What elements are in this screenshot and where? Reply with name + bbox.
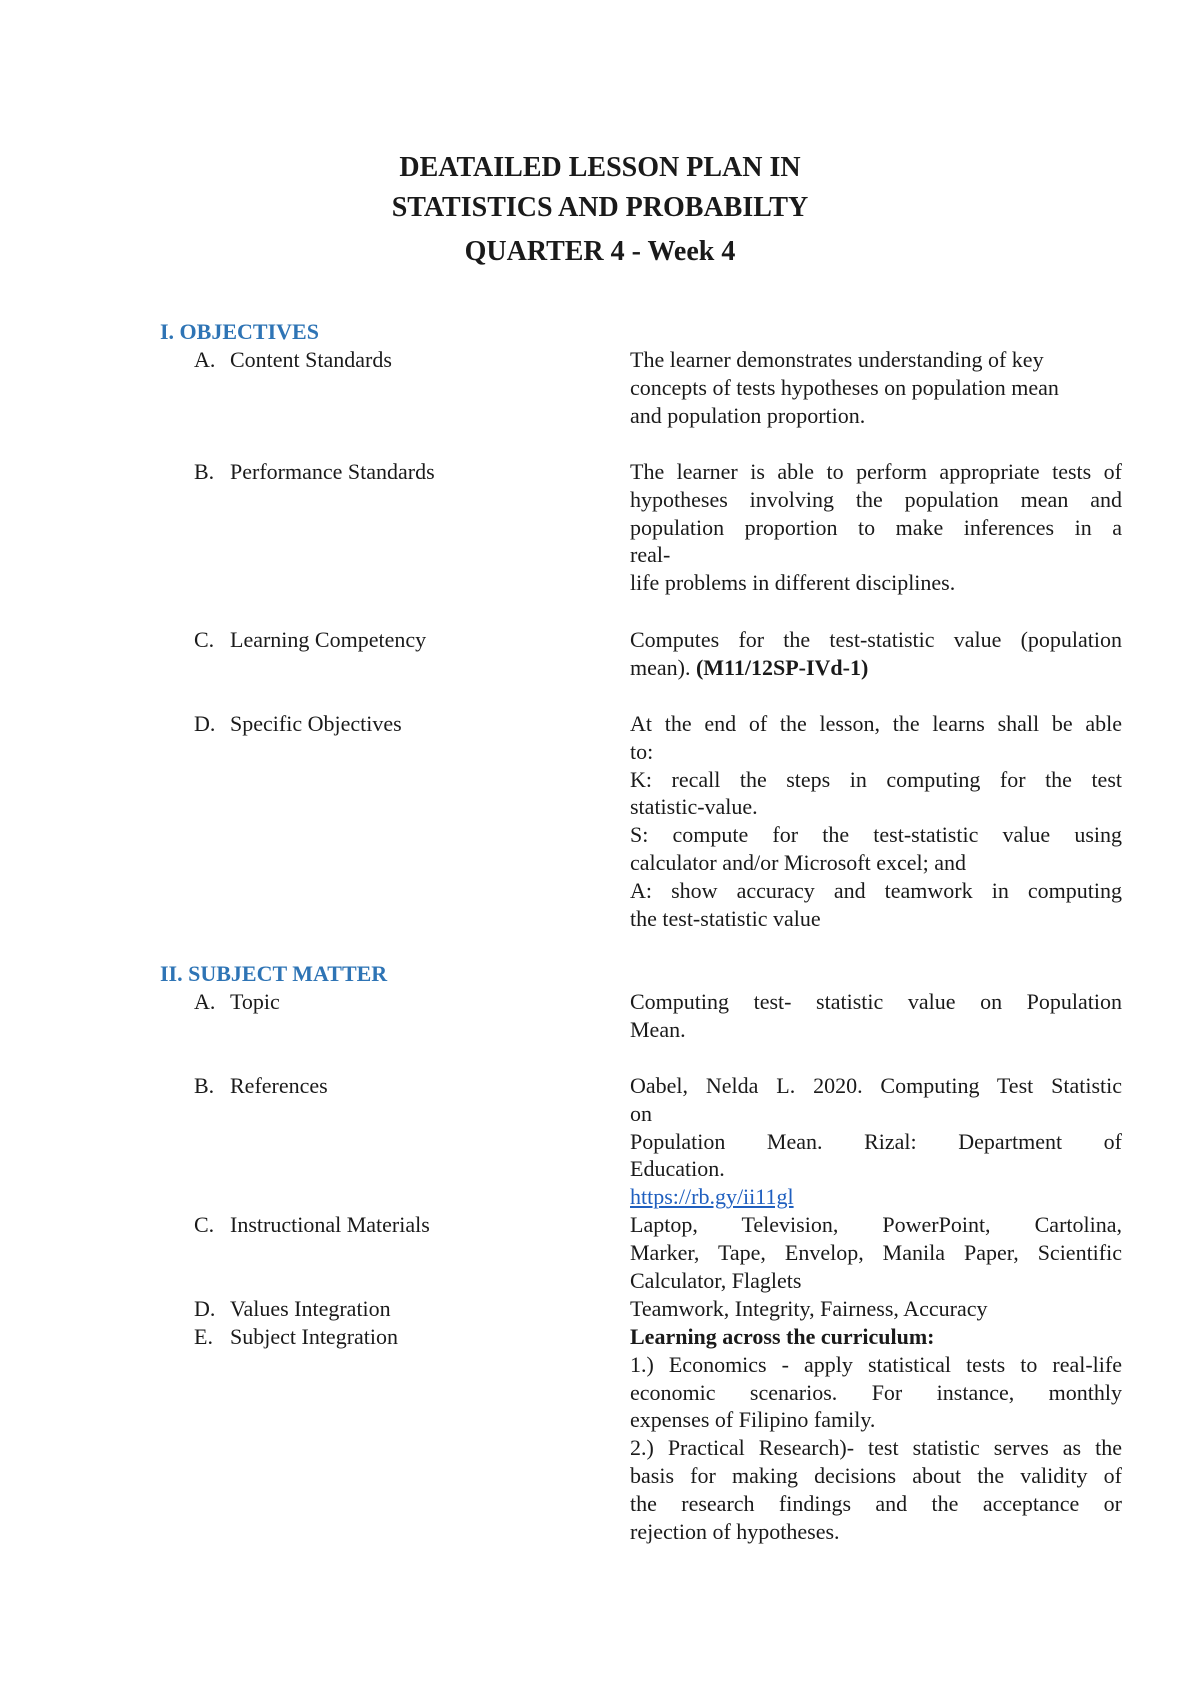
- item-letter: C.: [194, 627, 215, 652]
- text-line: Computing test- statistic value on Population: [630, 989, 1122, 1014]
- item-label: Topic: [230, 989, 280, 1014]
- item-letter: C.: [194, 1212, 215, 1237]
- subject-item-subject-integration: [194, 1323, 614, 1351]
- objectives-item-performance-standards: [194, 458, 614, 486]
- item-label: Content Standards: [230, 347, 392, 372]
- section-heading-subject-matter: II. SUBJECT MATTER: [160, 961, 388, 986]
- integration-heading: Learning across the curriculum:: [630, 1324, 935, 1349]
- objectives-item-learning-competency: [194, 626, 614, 654]
- text-line: Marker, Tape, Envelop, Manila Paper, Scientific: [630, 1239, 1122, 1265]
- text-line: The learner is able to perform appropriate tests of: [630, 459, 1122, 484]
- text-line: on: [630, 1100, 652, 1126]
- competency-text: mean).: [630, 654, 696, 680]
- specific-objectives-text: [630, 710, 1122, 932]
- text-line: economic scenarios. For instance, monthly: [630, 1379, 1122, 1405]
- text-line: statistic-value.: [630, 794, 758, 820]
- item-label: Performance Standards: [230, 459, 435, 484]
- item-letter: B.: [194, 459, 215, 484]
- text-line: 1.) Economics - apply statistical tests to real-life: [630, 1351, 1122, 1377]
- item-letter: D.: [194, 711, 216, 736]
- text-line: real-: [630, 542, 671, 568]
- item-letter: A.: [194, 989, 216, 1014]
- section-heading-objectives: I. OBJECTIVES: [160, 319, 319, 344]
- performance-standards-text: [630, 458, 1122, 597]
- text-line: life problems in different disciplines.: [630, 570, 956, 596]
- instructional-materials-text: [630, 1211, 1122, 1294]
- text-line: The learner demonstrates understanding of key: [630, 347, 1044, 372]
- text-line: calculator and/or Microsoft excel; and: [630, 849, 966, 875]
- text-line: to:: [630, 738, 654, 764]
- text-line: hypotheses involving the population mean and: [630, 486, 1122, 512]
- learning-competency-text: [630, 626, 1122, 682]
- text-line: Mean.: [630, 1016, 686, 1042]
- reference-link[interactable]: https://rb.gy/ii11gl: [630, 1184, 794, 1210]
- objectives-item-specific-objectives: [194, 710, 614, 738]
- objectives-item-content-standards: [194, 346, 614, 374]
- values-integration-text: [630, 1295, 1122, 1323]
- subject-item-topic: [194, 988, 614, 1016]
- references-text: [630, 1072, 1122, 1211]
- text-line: K: recall the steps in computing for the test: [630, 766, 1122, 792]
- item-label: Learning Competency: [230, 627, 427, 652]
- text-line: 2.) Practical Research)- test statistic serves as the: [630, 1435, 1122, 1461]
- text-line: [630, 654, 1122, 682]
- subject-item-instructional-materials: [194, 1211, 614, 1239]
- text-line: S: compute for the test-statistic value using: [630, 822, 1122, 848]
- document-title-line-1: DEATAILED LESSON PLAN IN: [399, 152, 801, 183]
- item-letter: D.: [194, 1296, 216, 1321]
- text-line: [630, 1183, 1122, 1211]
- text-line: Population Mean. Rizal: Department of: [630, 1128, 1122, 1154]
- document-title-line-3: QUARTER 4 - Week 4: [464, 236, 736, 267]
- text-line: concepts of tests hypotheses on population mean: [630, 374, 1059, 400]
- item-label: References: [230, 1073, 328, 1098]
- topic-text: [630, 988, 1122, 1044]
- text-line: population proportion to make inferences in a: [630, 514, 1122, 540]
- item-letter: A.: [194, 347, 216, 372]
- subject-item-references: [194, 1072, 614, 1100]
- text-line: Calculator, Flaglets: [630, 1267, 802, 1293]
- item-label: Instructional Materials: [230, 1212, 430, 1237]
- item-label: Specific Objectives: [230, 711, 402, 736]
- text-line: At the end of the lesson, the learns shall be able: [630, 711, 1122, 736]
- document-title-line-2: STATISTICS AND PROBABILTY: [391, 192, 809, 223]
- subject-integration-text: [630, 1323, 1122, 1545]
- text-line: Education.: [630, 1156, 725, 1182]
- text-line: and population proportion.: [630, 402, 866, 428]
- competency-code: (M11/12SP-IVd-1): [695, 654, 869, 680]
- item-label: Subject Integration: [230, 1324, 399, 1349]
- item-letter: E.: [194, 1324, 213, 1349]
- text-line: basis for making decisions about the validity of: [630, 1462, 1122, 1488]
- text-line: the research findings and the acceptance or: [630, 1490, 1122, 1516]
- text-line: A: show accuracy and teamwork in computing: [630, 877, 1122, 903]
- text-line: Computes for the test-statistic value (population: [630, 627, 1122, 652]
- text-line: rejection of hypotheses.: [630, 1518, 840, 1544]
- text-line: the test-statistic value: [630, 905, 821, 931]
- item-letter: B.: [194, 1073, 215, 1098]
- item-label: Values Integration: [230, 1296, 391, 1321]
- subject-item-values-integration: [194, 1295, 614, 1323]
- text-line: Teamwork, Integrity, Fairness, Accuracy: [630, 1296, 988, 1321]
- content-standards-text: [630, 346, 1122, 429]
- text-line: expenses of Filipino family.: [630, 1407, 876, 1433]
- text-line: Oabel, Nelda L. 2020. Computing Test Statistic: [630, 1073, 1122, 1098]
- text-line: Laptop, Television, PowerPoint, Cartolina,: [630, 1212, 1122, 1237]
